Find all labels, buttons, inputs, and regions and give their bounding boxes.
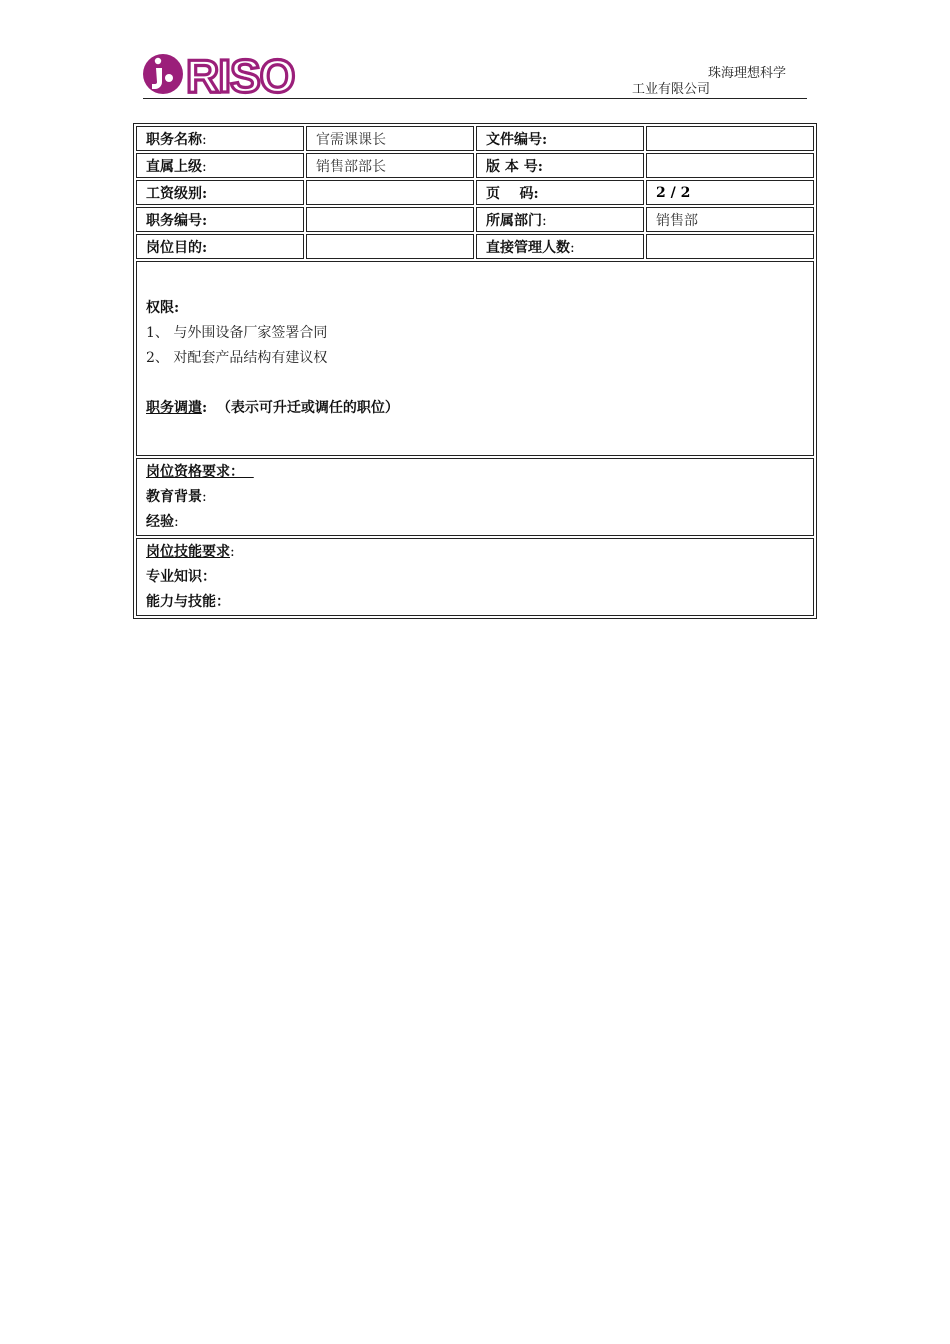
label-cell: 岗位目的: [136, 234, 304, 259]
value-cell [306, 207, 474, 232]
table-row [136, 234, 814, 259]
label-cell: 直属上级: [136, 153, 304, 178]
field-label-version: 版 本 号 [486, 158, 538, 175]
value-cell: 官需课课长 [306, 126, 474, 151]
field-label-job-number: 职务编号 [146, 212, 202, 229]
value-cell [306, 234, 474, 259]
table-row [136, 180, 814, 205]
label-cell: 版 本 号: [476, 153, 644, 178]
value-cell: 销售部 [646, 207, 814, 232]
authority-section [136, 261, 814, 456]
skills-section [136, 538, 814, 616]
ability-label: 能力与技能： [146, 594, 230, 610]
transfer-label: 职务调遣 [146, 400, 202, 416]
value-cell: 销售部部长 [306, 153, 474, 178]
label-cell: 直接管理人数: [476, 234, 644, 259]
qualification-title: 岗位资格要求： [146, 464, 254, 480]
field-label-purpose: 岗位目的 [146, 239, 202, 256]
field-label-salary-grade: 工资级别 [146, 185, 202, 202]
label-cell: 文件编号: [476, 126, 644, 151]
field-label-page: 页 码 [486, 185, 534, 202]
header-divider [143, 98, 807, 99]
authority-item: 1、 与外围设备厂家签署合同 [146, 325, 328, 341]
skills-title: 岗位技能要求: [146, 544, 235, 560]
qualification-cell [136, 458, 814, 536]
transfer-line: 职务调遣: （表示可升迁或调任的职位） [146, 400, 399, 416]
field-label-job-title: 职务名称 [146, 131, 202, 148]
label-cell: 页 码: [476, 180, 644, 205]
logo-wordmark: RISO [186, 50, 295, 98]
table-row [136, 207, 814, 232]
experience-label: 经验: [146, 514, 179, 530]
value-cell [646, 126, 814, 151]
authority-cell [136, 261, 814, 456]
label-cell: 所属部门: [476, 207, 644, 232]
authority-item: 2、 对配套产品结构有建议权 [146, 350, 328, 366]
job-description-table [133, 123, 817, 619]
knowledge-label: 专业知识： [146, 569, 216, 585]
field-label-department: 所属部门 [486, 212, 542, 229]
riso-logo [142, 50, 302, 98]
qualification-section [136, 458, 814, 536]
company-name-line1: 珠海理想科学 [708, 66, 787, 81]
label-cell: 职务编号: [136, 207, 304, 232]
value-cell [646, 234, 814, 259]
value-cell [306, 180, 474, 205]
label-cell: 工资级别: [136, 180, 304, 205]
page-number-value: 2 / 2 [646, 180, 814, 205]
value-cell [646, 153, 814, 178]
label-cell: 职务名称: [136, 126, 304, 151]
table-row [136, 153, 814, 178]
authority-title: 权限: [146, 300, 180, 316]
skills-cell [136, 538, 814, 616]
field-label-supervisor: 直属上级 [146, 158, 202, 175]
transfer-note: （表示可升迁或调任的职位） [216, 400, 399, 416]
company-name-line2: 工业有限公司 [632, 82, 711, 97]
field-label-doc-number: 文件编号 [486, 131, 542, 148]
table-row [136, 126, 814, 151]
field-label-direct-reports: 直接管理人数 [486, 239, 570, 256]
page-header [0, 0, 950, 110]
education-label: 教育背景: [146, 489, 207, 505]
